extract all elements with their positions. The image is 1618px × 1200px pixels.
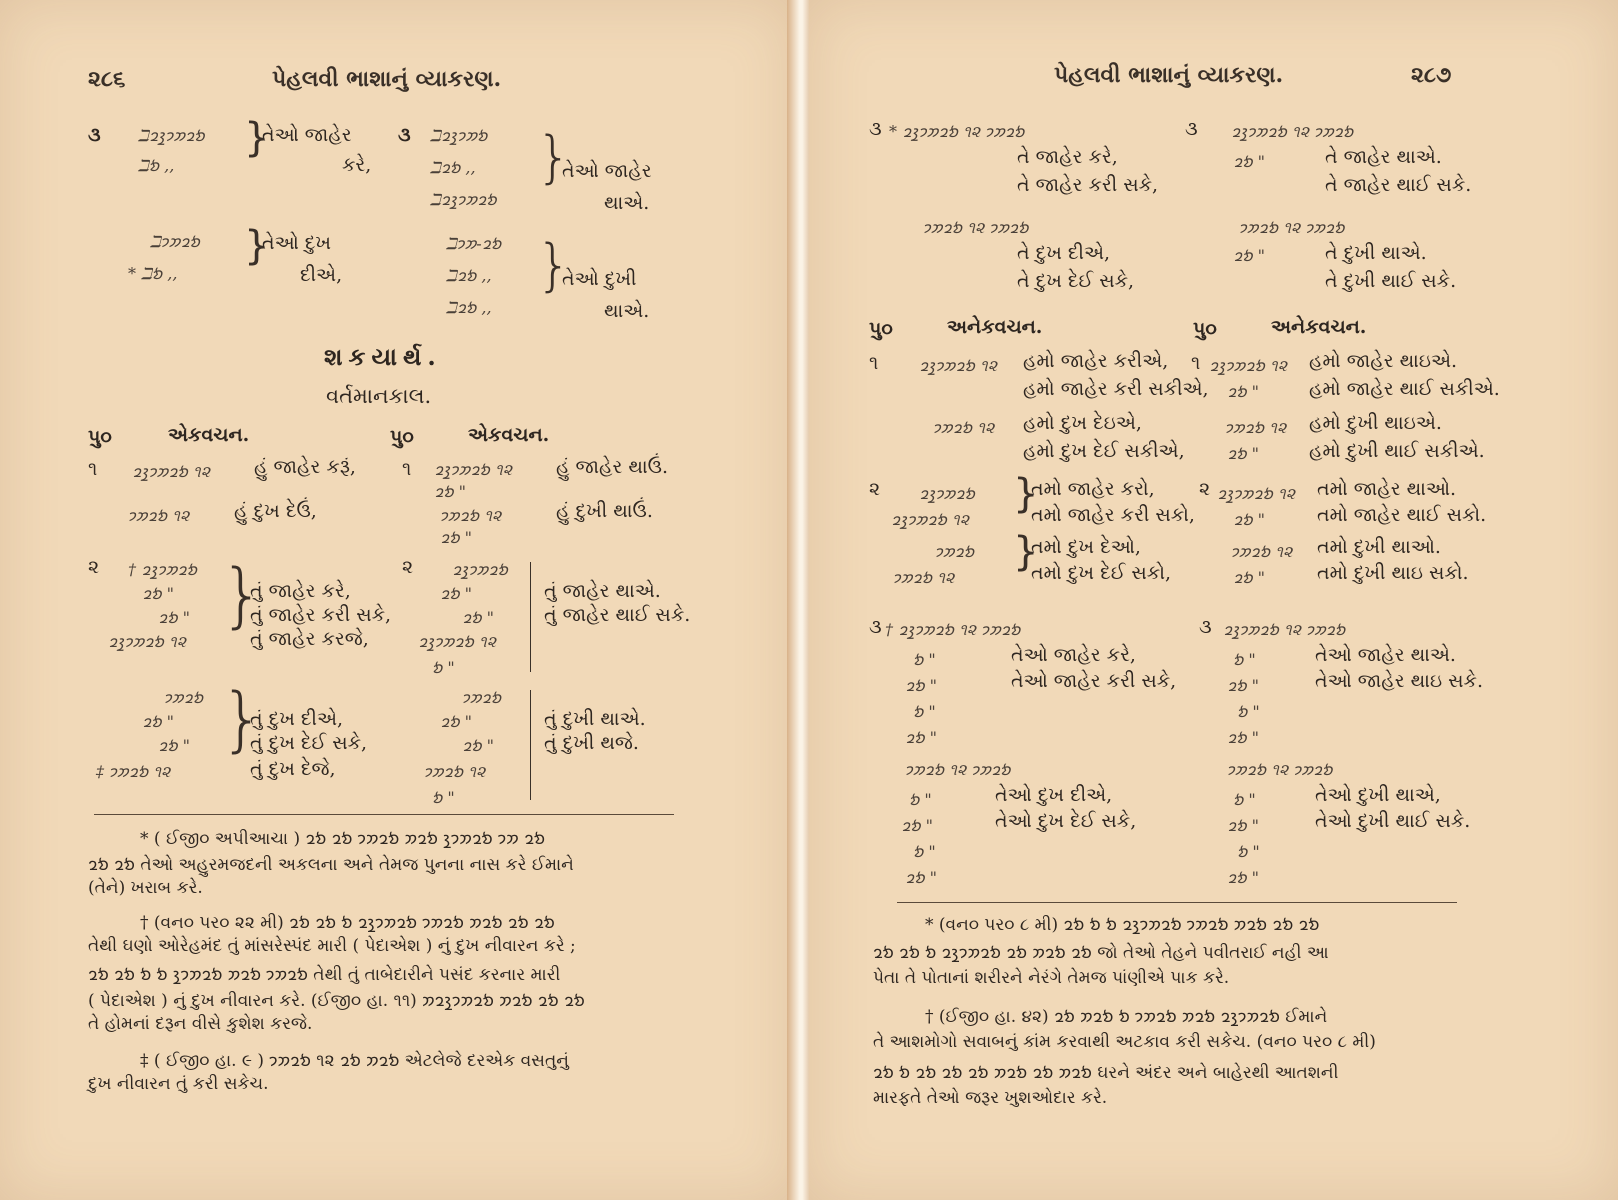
- pahlavi-word: ℶ𐭬𐭮𐭩𐭪𐭥: [430, 126, 488, 145]
- footnote-line: † (ઈજી૦ હા. ૪૨) 𐭬𐭥𐭮𐭩𐭪𐭥 𐭬𐭥𐭮 𐭬𐭥𐭮𐭩 𐭬 𐭬𐭥𐭮 𐭬𐭥 ઈમાને: [925, 1007, 1328, 1027]
- gloss: હમો જાહેર કરી સકીએ,: [1023, 378, 1209, 400]
- pahlavi-word: 𐭬𐭥 ": [440, 712, 472, 731]
- footnote-line: ‡ ( ઈજી૦ હા. ૯ ) 𐭬𐭥𐭮𐭩 ૧૨ 𐭬𐭥𐭮 𐭬𐭥 એટલેજે દરએક વસતુનું: [140, 1051, 569, 1071]
- person-number: ૨: [869, 478, 881, 500]
- pahlavi-word: 𐭬𐭥 ": [440, 528, 472, 547]
- person-number: ૩: [398, 124, 411, 146]
- pahlavi-word: 𐭬𐭥𐭮𐭩: [462, 688, 502, 707]
- person-number: ૨: [1199, 478, 1211, 500]
- gloss: થાએ.: [604, 192, 650, 214]
- gloss: હમો જાહેર થાઇએ.: [1309, 350, 1458, 372]
- gloss: તેઓ જાહેર કરે,: [1011, 644, 1136, 666]
- footnote-line: 𐭬𐭥𐭮 𐭬𐭥 𐭬𐭥𐭮 𐭬𐭥 𐭬𐭥 𐭬𐭥 𐭬 𐭬𐭥 ઘરને અંદર અને બાહેરથી આતશની: [873, 1063, 1339, 1083]
- pahlavi-word: 𐭬𐭥𐭮𐭩𐭪𐭥 ૧૨: [132, 462, 211, 481]
- gloss: તમો જાહેર કરો,: [1031, 478, 1155, 500]
- section-subtitle: વર્તમાનકાલ.: [326, 384, 432, 408]
- page-header-left: પેહલવી ભાશાનું વ્યાકરણ.: [272, 66, 502, 92]
- footnote-line: તે આશમોગો સવાબનું કાંમ કરવાથી અટકાવ કરી સકેચ. (વન૦ પર૦ ૮ મી): [873, 1032, 1376, 1052]
- person-number: ૨: [402, 556, 414, 578]
- pahlavi-word: 𐭬 ": [1233, 790, 1256, 809]
- page-header-right: પેહલવી ભાશાનું વ્યાકરણ.: [1054, 62, 1284, 88]
- pahlavi-word: 𐭬 ": [913, 842, 936, 861]
- pahlavi-word: 𐭬𐭥𐭮𐭩𐭪𐭥 ૧૨: [1217, 484, 1296, 503]
- pahlavi-word: 𐭬𐭥𐭮𐭩: [164, 688, 204, 707]
- gloss: તું જાહેર કરે,: [250, 580, 351, 602]
- gloss: તું દુખ દેજે,: [250, 758, 336, 780]
- pahlavi-word: † 𐭬𐭥𐭮𐭩𐭪𐭥: [128, 560, 197, 579]
- col-label: પુ૦: [88, 426, 112, 448]
- pahlavi-word: 𐭬𐭥𐭮𐭩 ૧૨: [424, 762, 486, 781]
- pahlavi-word: 𐭬𐭥 ": [905, 728, 937, 747]
- pahlavi-word: 𐭬𐭥𐭮𐭩𐭪𐭥 ૧૨: [919, 356, 998, 375]
- pahlavi-word: 𐭬 ": [1233, 650, 1256, 669]
- pahlavi-word: 𐭬𐭥𐭮𐭩𐭪𐭥 ૧૨: [891, 510, 970, 529]
- footnote-line: તે હોમનાં દરૂન વીસે કુશેશ કરજે.: [88, 1014, 313, 1034]
- gloss: દીએ,: [300, 264, 343, 286]
- gloss: તે જાહેર કરી સકે,: [1017, 174, 1159, 196]
- footnote-line: 𐭬𐭥𐭮𐭩 𐭬𐭥𐭮 𐭬𐭥𐭮𐭩𐭪 𐭬 𐭬 𐭬𐭥 𐭬𐭥 તેથી તું તાબેદારીને પસંદ કરનાર મારી: [88, 965, 561, 985]
- pahlavi-word: 𐭬 ": [432, 788, 455, 807]
- gloss: તું દુખી થાએ.: [544, 708, 646, 730]
- footnote-line: દુખ નીવારન તું કરી સકેચ.: [88, 1074, 269, 1094]
- person-number: ૧: [88, 458, 98, 480]
- gloss: તમો દુખી થાઓ.: [1317, 536, 1441, 558]
- brace: }: [220, 554, 265, 636]
- gloss: તે જાહેર થાઈ સકે.: [1325, 174, 1472, 196]
- pahlavi-word: 𐭬𐭥𐭮𐭩 ૧૨ 𐭬𐭥𐭮𐭩: [905, 760, 1011, 779]
- gloss: હમો દુખ દેઈ સકીએ,: [1023, 440, 1185, 462]
- brace: }: [1013, 471, 1039, 517]
- gloss: તમો દુખ દેઈ સકો,: [1031, 562, 1172, 584]
- pahlavi-word: ℶ𐭬𐭥𐭮𐭩𐭪𐭥: [138, 126, 205, 145]
- pahlavi-word: 𐭬𐭥𐭮𐭩𐭪𐭥 ૧૨: [418, 632, 497, 651]
- gloss: તેઓ જાહેર થાએ.: [1315, 644, 1456, 666]
- person-number: ૩: [1199, 616, 1212, 638]
- pahlavi-word: 𐭬𐭥𐭮𐭩 ૧૨: [933, 418, 995, 437]
- pahlavi-word: 𐭬𐭥𐭮𐭩𐭪𐭥: [919, 484, 975, 503]
- pahlavi-word: ℶ𐭬𐭥 ,,: [446, 266, 492, 285]
- pahlavi-word: 𐭬𐭥𐭮𐭩: [935, 542, 975, 561]
- gloss: હું જાહેર થાઉં.: [556, 456, 669, 478]
- footnote-line: તેથી ઘણો ઓરેહમંદ તું માંસરેસ્પંદ મારી ( પેદાએશ ) નું દુખ નીવારન કરે ;: [88, 936, 576, 956]
- gloss: હમો જાહેર કરીએ,: [1023, 350, 1169, 372]
- section-title: શકયાર્થ.: [324, 342, 442, 371]
- gloss: તું જાહેર કરજે,: [250, 628, 369, 650]
- footnote-line: પેતા તે પોતાનાં શરીરને નેરંગે તેમજ પાંણીએ પાક કરે.: [873, 968, 1230, 988]
- gloss: તે દુખ દીએ,: [1017, 242, 1111, 264]
- person-number: ૩: [869, 616, 882, 638]
- brace: }: [244, 223, 270, 269]
- footnote-line: 𐭬𐭥 𐭬𐭥𐭮 𐭬𐭥 𐭬𐭥𐭮𐭩𐭪𐭥 𐭬 𐭬𐭥 𐭬𐭥 જો તેઓ તેહને પવીતરાઈ નહી આ: [873, 943, 1329, 963]
- col-title: અનેકવચન.: [1271, 316, 1367, 338]
- pahlavi-word: 𐭬𐭥𐭮𐭩𐭪𐭥 ૧૨ 𐭬𐭥𐭮𐭩: [1231, 122, 1354, 141]
- pahlavi-word: 𐭬𐭥𐭮𐭩 ૧૨: [440, 506, 502, 525]
- pahlavi-word: 𐭬𐭥 ": [901, 816, 933, 835]
- pahlavi-word: 𐭬𐭥 ": [158, 608, 190, 627]
- gloss: તેઓ દુખ દેઈ સકે,: [995, 810, 1137, 832]
- gloss: તેઓ દુખી: [562, 268, 637, 290]
- gloss: તેઓ જાહેર થાઇ સકે.: [1315, 670, 1483, 692]
- pahlavi-word: * ℶ𐭬 ,,: [128, 264, 178, 283]
- gloss: તમો જાહેર કરી સકો,: [1031, 504, 1195, 526]
- pahlavi-word: 𐭬𐭥𐭮𐭩𐭪𐭥: [452, 560, 508, 579]
- pahlavi-word: ℶ𐭬𐭥-𐭮𐭩: [446, 234, 502, 253]
- pahlavi-word: ℶ𐭬𐭥𐭮𐭩𐭪𐭥: [430, 190, 497, 209]
- gloss: તેઓ દુખી થાઈ સકે.: [1315, 810, 1471, 832]
- gloss: તમો જાહેર થાઓ.: [1317, 478, 1457, 500]
- pahlavi-word: 𐭬 ": [432, 658, 455, 677]
- gloss: તું દુખ દીએ,: [250, 708, 344, 730]
- pahlavi-word: 𐭬𐭥𐭮𐭩𐭪𐭥 ૧૨: [1209, 356, 1288, 375]
- pahlavi-word: 𐭬𐭥 ": [1227, 382, 1259, 401]
- footnote-divider: [897, 902, 1457, 903]
- gloss: તું જાહેર થાએ.: [544, 580, 661, 602]
- col-title: અનેકવચન.: [947, 316, 1043, 338]
- gloss: તે દુખી થાએ.: [1325, 242, 1427, 264]
- pahlavi-word: 𐭬𐭥𐭮𐭩 ૧૨ 𐭬𐭥𐭮𐭩: [923, 218, 1029, 237]
- gloss: તે જાહેર કરે,: [1017, 146, 1118, 168]
- gloss: તેઓ જાહેર કરી સકે,: [1011, 670, 1177, 692]
- gloss: હમો દુખી થાઈ સકીએ.: [1309, 440, 1485, 462]
- pahlavi-word: 𐭬𐭥 ": [158, 736, 190, 755]
- page-number-right: ૨૮૭: [1411, 62, 1452, 88]
- pahlavi-word: 𐭬𐭥 ": [1227, 676, 1259, 695]
- pahlavi-word: 𐭬 ": [909, 790, 932, 809]
- gloss: તે જાહેર થાએ.: [1325, 146, 1442, 168]
- gloss: તું જાહેર કરી સકે,: [250, 604, 392, 626]
- pahlavi-word: 𐭬𐭥 ": [905, 868, 937, 887]
- pahlavi-word: 𐭬𐭥 ": [142, 584, 174, 603]
- gloss: તેઓ જાહેર: [562, 160, 652, 182]
- footnote-line: * (વન૦ પર૦ ૮ મી) 𐭬𐭥 𐭬𐭥 𐭬𐭥𐭮 𐭬𐭥𐭮𐭩 𐭬𐭥𐭮𐭩𐭪𐭥 𐭬 𐭬 𐭬𐭥: [925, 915, 1320, 935]
- gloss: તેઓ જાહેર: [262, 124, 352, 146]
- pahlavi-word: 𐭬𐭥 ": [1227, 728, 1259, 747]
- footnote-line: ( પેદાએશ ) નું દુખ નીવારન કરે. (ઈજી૦ હા. ૧૧) 𐭬𐭥 𐭬𐭥 𐭬𐭥𐭮 𐭬𐭥𐭮𐭩𐭪𐭥𐭮: [88, 991, 585, 1011]
- col-label: પુ૦: [1193, 318, 1217, 340]
- page-number-left: ૨૮૬: [88, 66, 126, 92]
- brace: }: [536, 125, 572, 190]
- bracket-line: [530, 562, 531, 672]
- pahlavi-word: ℶ𐭬𐭥 ,,: [446, 298, 492, 317]
- person-number: ૩: [88, 124, 101, 146]
- gloss: હું દુખ દેઉં,: [234, 500, 317, 522]
- pahlavi-word: 𐭬𐭥 ": [440, 584, 472, 603]
- gloss: હમો જાહેર થાઈ સકીએ.: [1309, 378, 1500, 400]
- pahlavi-word: 𐭬𐭥 ": [1233, 246, 1265, 265]
- pahlavi-word: 𐭬𐭥 ": [1227, 816, 1259, 835]
- footnote-divider: [94, 814, 674, 815]
- brace: }: [536, 233, 572, 298]
- left-page: [0, 0, 793, 1200]
- pahlavi-word: 𐭬𐭥 ": [905, 676, 937, 695]
- pahlavi-word: 𐭬𐭥𐭮𐭩 ૧૨ 𐭬𐭥𐭮𐭩: [1227, 760, 1333, 779]
- footnote-line: (તેને) ખરાબ કરે.: [88, 878, 203, 898]
- gloss: તમો દુખ દેઓ,: [1031, 536, 1141, 558]
- pahlavi-word: 𐭬𐭥𐭮𐭩 ૧૨ 𐭬𐭥𐭮𐭩: [1239, 218, 1345, 237]
- col-label: પુ૦: [390, 426, 414, 448]
- pahlavi-word: ℶ𐭬𐭥𐭮𐭩: [150, 232, 200, 251]
- pahlavi-word: 𐭬 ": [913, 650, 936, 669]
- right-page: [809, 0, 1618, 1200]
- person-number: ૩: [869, 118, 882, 140]
- pahlavi-word: 𐭬 ": [1237, 702, 1260, 721]
- gloss: હમો દુખી થાઇએ.: [1309, 412, 1442, 434]
- gloss: તે દુખી થાઈ સકે.: [1325, 270, 1457, 292]
- person-number: ૧: [1191, 352, 1201, 374]
- gloss: તું દુખ દેઈ સકે,: [250, 732, 368, 754]
- gloss: હમો દુખ દેઇએ,: [1023, 412, 1142, 434]
- pahlavi-word: ℶ𐭬 ,,: [138, 156, 175, 175]
- gloss: તું દુખી થજે.: [544, 732, 639, 754]
- pahlavi-word: 𐭬𐭥 ": [1233, 152, 1265, 171]
- gloss: હું દુખી થાઉં.: [556, 500, 653, 522]
- gloss: તમો દુખી થાઇ સકો.: [1317, 562, 1469, 584]
- gloss: તેઓ દુખી થાએ,: [1315, 784, 1441, 806]
- pahlavi-word: ‡ 𐭬𐭥𐭮𐭩 ૧૨: [96, 762, 171, 781]
- gloss: તમો જાહેર થાઈ સકો.: [1317, 504, 1487, 526]
- pahlavi-word: 𐭬𐭥𐭮𐭩 ૧૨: [128, 506, 190, 525]
- pahlavi-word: 𐭬𐭥𐭮𐭩𐭪𐭥 ૧૨: [108, 632, 187, 651]
- footnote-line: મારફતે તેઓ જરૂર ખુશઓદાર કરે.: [873, 1088, 1108, 1108]
- pahlavi-word: 𐭬 ": [1237, 842, 1260, 861]
- footnote-line: * ( ઈજી૦ અપીઆચા ) 𐭬𐭥 𐭮𐭩 𐭬𐭥𐭮𐭩𐭪 𐭬𐭥𐭮 𐭬𐭥𐭮𐭩 𐭬𐭥 𐭬𐭥: [140, 829, 546, 849]
- pahlavi-word: 𐭬 ": [913, 702, 936, 721]
- pahlavi-word: 𐭬𐭥 ": [434, 482, 466, 501]
- gloss: તે દુખ દેઈ સકે,: [1017, 270, 1135, 292]
- person-number: ૩: [1185, 118, 1198, 140]
- gloss: તું જાહેર થાઈ સકે.: [544, 604, 691, 626]
- pahlavi-word: 𐭬𐭥 ": [462, 608, 494, 627]
- col-label: પુ૦: [869, 318, 893, 340]
- pahlavi-word: 𐭬𐭥𐭮𐭩𐭪𐭥 ૧૨ 𐭬𐭥𐭮𐭩: [1223, 620, 1346, 639]
- gloss: તેઓ દુખ દીએ,: [995, 784, 1113, 806]
- brace: }: [1013, 529, 1039, 575]
- pahlavi-word: 𐭬𐭥 ": [1233, 510, 1265, 529]
- pahlavi-word: ℶ𐭬𐭥 ,,: [430, 158, 476, 177]
- pahlavi-word: † 𐭬𐭥𐭮𐭩𐭪𐭥 ૧૨ 𐭬𐭥𐭮𐭩: [885, 620, 1021, 639]
- pahlavi-word: * 𐭬𐭥𐭮𐭩𐭪𐭥 ૧૨ 𐭬𐭥𐭮𐭩: [889, 122, 1025, 141]
- person-number: ૨: [88, 556, 100, 578]
- pahlavi-word: 𐭬𐭥𐭮𐭩 ૧૨: [1225, 418, 1287, 437]
- pahlavi-word: 𐭬𐭥 ": [1227, 444, 1259, 463]
- person-number: ૧: [869, 352, 879, 374]
- pahlavi-word: 𐭬𐭥 ": [1227, 868, 1259, 887]
- gloss: હું જાહેર કરૂં,: [254, 456, 356, 478]
- bracket-line: [530, 690, 531, 800]
- col-title: એકવચન.: [168, 424, 250, 446]
- brace: }: [244, 115, 270, 161]
- pahlavi-word: 𐭬𐭥𐭮𐭩 ૧૨: [1231, 542, 1293, 561]
- gloss: કરે,: [342, 154, 372, 176]
- gloss: થાએ.: [604, 300, 650, 322]
- pahlavi-word: 𐭬𐭥𐭮𐭩 ૧૨: [893, 568, 955, 587]
- footnote-line: 𐭬𐭥 𐭬𐭥 તેઓ અહુરમજદની અકલના અને તેમજ પુનના નાસ કરે ઈમાને: [88, 855, 574, 875]
- person-number: ૧: [402, 458, 412, 480]
- pahlavi-word: 𐭬𐭥 ": [1233, 568, 1265, 587]
- pahlavi-word: 𐭬𐭥𐭮𐭩𐭪𐭥 ૧૨: [434, 460, 513, 479]
- pahlavi-word: 𐭬𐭥 ": [142, 712, 174, 731]
- footnote-line: † (વન૦ પર૦ ૨૨ મી) 𐭬𐭥 𐭬𐭥 𐭬𐭥𐭮 𐭬𐭥𐭮𐭩 𐭬𐭥𐭮𐭩𐭪𐭥 𐭬 𐭬𐭥 𐭬𐭥: [140, 913, 555, 933]
- col-title: એકવચન.: [468, 424, 550, 446]
- brace: }: [220, 678, 265, 760]
- gloss: તેઓ દુખ: [262, 232, 332, 254]
- pahlavi-word: 𐭬𐭥 ": [462, 736, 494, 755]
